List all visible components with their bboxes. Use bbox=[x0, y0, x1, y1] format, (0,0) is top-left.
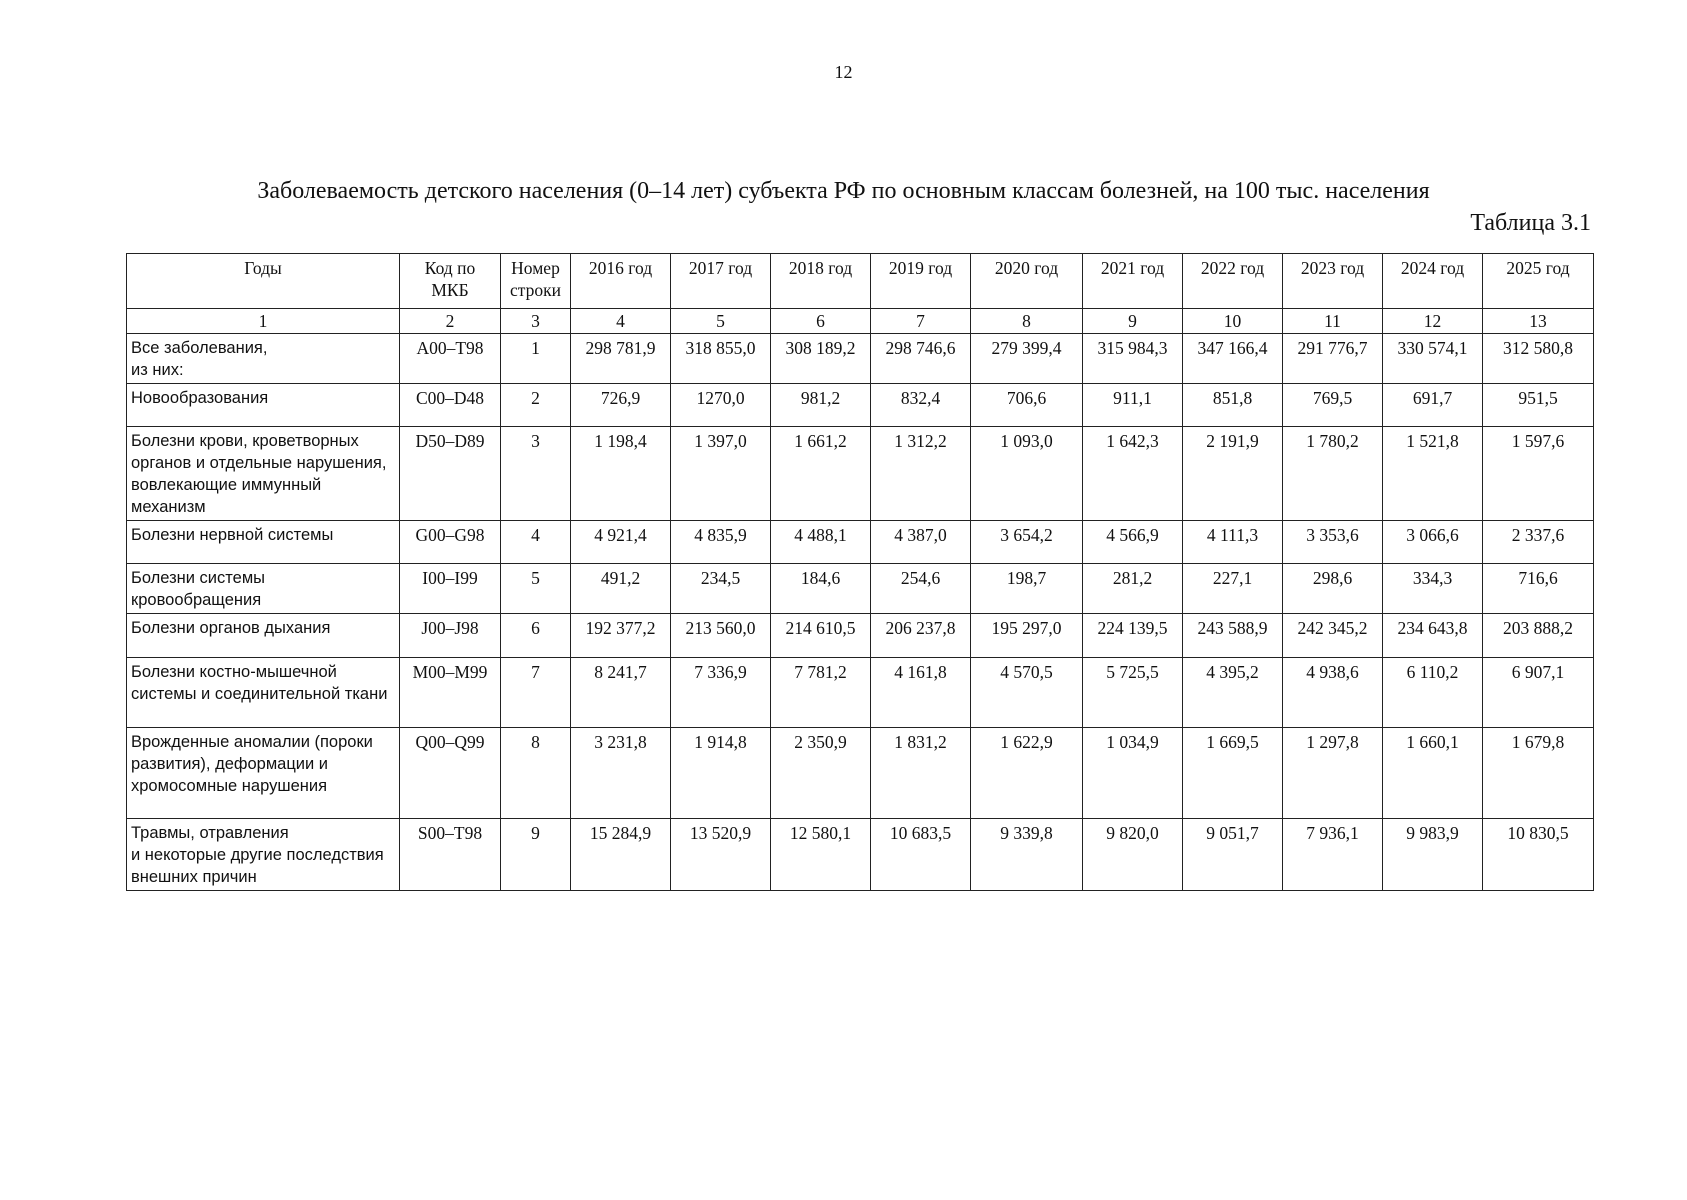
column-header: 2021 год bbox=[1083, 254, 1183, 309]
row-number: 7 bbox=[501, 658, 571, 728]
table-row bbox=[127, 521, 1594, 564]
rate-value: 279 399,4 bbox=[971, 334, 1083, 384]
rate-value: 706,6 bbox=[971, 384, 1083, 427]
column-header: 2017 год bbox=[671, 254, 771, 309]
rate-value: 7 936,1 bbox=[1283, 819, 1383, 891]
rate-value: 195 297,0 bbox=[971, 614, 1083, 658]
rate-value: 1 780,2 bbox=[1283, 427, 1383, 521]
column-number: 6 bbox=[771, 309, 871, 334]
rate-value: 911,1 bbox=[1083, 384, 1183, 427]
rate-value: 334,3 bbox=[1383, 564, 1483, 614]
column-header: 2018 год bbox=[771, 254, 871, 309]
column-number: 5 bbox=[671, 309, 771, 334]
row-number: 4 bbox=[501, 521, 571, 564]
rate-value: 1 622,9 bbox=[971, 728, 1083, 819]
row-number: 9 bbox=[501, 819, 571, 891]
rate-value: 15 284,9 bbox=[571, 819, 671, 891]
table-row bbox=[127, 819, 1594, 891]
column-header: 2016 год bbox=[571, 254, 671, 309]
disease-class-name: Болезни системы кровообращения bbox=[127, 564, 400, 614]
rate-value: 769,5 bbox=[1283, 384, 1383, 427]
rate-value: 4 921,4 bbox=[571, 521, 671, 564]
disease-class-name: Болезни органов дыхания bbox=[127, 614, 400, 658]
rate-value: 214 610,5 bbox=[771, 614, 871, 658]
rate-value: 4 488,1 bbox=[771, 521, 871, 564]
rate-value: 5 725,5 bbox=[1083, 658, 1183, 728]
table-body bbox=[127, 334, 1594, 891]
rate-value: 1 660,1 bbox=[1383, 728, 1483, 819]
column-header: 2020 год bbox=[971, 254, 1083, 309]
icd-code: G00–G98 bbox=[400, 521, 501, 564]
rate-value: 2 350,9 bbox=[771, 728, 871, 819]
rate-value: 213 560,0 bbox=[671, 614, 771, 658]
icd-code: A00–T98 bbox=[400, 334, 501, 384]
column-header: 2019 год bbox=[871, 254, 971, 309]
rate-value: 716,6 bbox=[1483, 564, 1594, 614]
rate-value: 4 835,9 bbox=[671, 521, 771, 564]
column-header: 2024 год bbox=[1383, 254, 1483, 309]
rate-value: 243 588,9 bbox=[1183, 614, 1283, 658]
rate-value: 184,6 bbox=[771, 564, 871, 614]
disease-class-name: Все заболевания, из них: bbox=[127, 334, 400, 384]
rate-value: 2 191,9 bbox=[1183, 427, 1283, 521]
rate-value: 1270,0 bbox=[671, 384, 771, 427]
icd-code: S00–T98 bbox=[400, 819, 501, 891]
rate-value: 3 066,6 bbox=[1383, 521, 1483, 564]
disease-class-name: Болезни нервной системы bbox=[127, 521, 400, 564]
rate-value: 234,5 bbox=[671, 564, 771, 614]
rate-value: 491,2 bbox=[571, 564, 671, 614]
rate-value: 1 831,2 bbox=[871, 728, 971, 819]
rate-value: 1 312,2 bbox=[871, 427, 971, 521]
table-label: Таблица 3.1 bbox=[1470, 210, 1591, 236]
rate-value: 298 781,9 bbox=[571, 334, 671, 384]
rate-value: 308 189,2 bbox=[771, 334, 871, 384]
rate-value: 1 034,9 bbox=[1083, 728, 1183, 819]
column-number: 3 bbox=[501, 309, 571, 334]
row-number: 6 bbox=[501, 614, 571, 658]
rate-value: 4 570,5 bbox=[971, 658, 1083, 728]
rate-value: 1 661,2 bbox=[771, 427, 871, 521]
rate-value: 951,5 bbox=[1483, 384, 1594, 427]
rate-value: 281,2 bbox=[1083, 564, 1183, 614]
row-number: 8 bbox=[501, 728, 571, 819]
rate-value: 726,9 bbox=[571, 384, 671, 427]
icd-code: C00–D48 bbox=[400, 384, 501, 427]
column-header: Код по МКБ bbox=[400, 254, 501, 309]
table-row bbox=[127, 728, 1594, 819]
row-number: 1 bbox=[501, 334, 571, 384]
rate-value: 9 051,7 bbox=[1183, 819, 1283, 891]
table-title: Заболеваемость детского населения (0–14 лет) субъекта РФ по основным классам болезней, на 100 тыс. населения bbox=[257, 178, 1430, 204]
column-number: 2 bbox=[400, 309, 501, 334]
rate-value: 7 781,2 bbox=[771, 658, 871, 728]
table-row bbox=[127, 334, 1594, 384]
column-number: 7 bbox=[871, 309, 971, 334]
icd-code: D50–D89 bbox=[400, 427, 501, 521]
rate-value: 12 580,1 bbox=[771, 819, 871, 891]
rate-value: 4 387,0 bbox=[871, 521, 971, 564]
morbidity-table bbox=[126, 253, 1594, 891]
rate-value: 1 597,6 bbox=[1483, 427, 1594, 521]
rate-value: 198,7 bbox=[971, 564, 1083, 614]
column-number: 8 bbox=[971, 309, 1083, 334]
rate-value: 4 395,2 bbox=[1183, 658, 1283, 728]
rate-value: 1 297,8 bbox=[1283, 728, 1383, 819]
rate-value: 4 161,8 bbox=[871, 658, 971, 728]
rate-value: 1 093,0 bbox=[971, 427, 1083, 521]
column-number: 1 bbox=[127, 309, 400, 334]
header-row bbox=[127, 254, 1594, 309]
column-number: 12 bbox=[1383, 309, 1483, 334]
icd-code: Q00–Q99 bbox=[400, 728, 501, 819]
column-number: 10 bbox=[1183, 309, 1283, 334]
rate-value: 1 914,8 bbox=[671, 728, 771, 819]
table-row bbox=[127, 384, 1594, 427]
icd-code: J00–J98 bbox=[400, 614, 501, 658]
rate-value: 192 377,2 bbox=[571, 614, 671, 658]
column-header: Годы bbox=[127, 254, 400, 309]
column-number: 13 bbox=[1483, 309, 1594, 334]
table-row bbox=[127, 564, 1594, 614]
disease-class-name: Новообразования bbox=[127, 384, 400, 427]
disease-class-name: Травмы, отравления и некоторые другие последствия внешних причин bbox=[127, 819, 400, 891]
icd-code: I00–I99 bbox=[400, 564, 501, 614]
rate-value: 3 231,8 bbox=[571, 728, 671, 819]
rate-value: 1 397,0 bbox=[671, 427, 771, 521]
column-number: 4 bbox=[571, 309, 671, 334]
table-row bbox=[127, 614, 1594, 658]
rate-value: 318 855,0 bbox=[671, 334, 771, 384]
rate-value: 1 198,4 bbox=[571, 427, 671, 521]
column-header: 2023 год bbox=[1283, 254, 1383, 309]
column-header: Номер строки bbox=[501, 254, 571, 309]
rate-value: 1 679,8 bbox=[1483, 728, 1594, 819]
column-header: 2022 год bbox=[1183, 254, 1283, 309]
column-header: 2025 год bbox=[1483, 254, 1594, 309]
rate-value: 851,8 bbox=[1183, 384, 1283, 427]
row-number: 3 bbox=[501, 427, 571, 521]
rate-value: 4 111,3 bbox=[1183, 521, 1283, 564]
rate-value: 2 337,6 bbox=[1483, 521, 1594, 564]
rate-value: 832,4 bbox=[871, 384, 971, 427]
rate-value: 9 339,8 bbox=[971, 819, 1083, 891]
page-number: 12 bbox=[834, 62, 853, 82]
rate-value: 3 353,6 bbox=[1283, 521, 1383, 564]
column-number: 9 bbox=[1083, 309, 1183, 334]
row-number: 5 bbox=[501, 564, 571, 614]
rate-value: 10 683,5 bbox=[871, 819, 971, 891]
disease-class-name: Болезни крови, кроветворных органов и отдельные нарушения, вовлекающие иммунный механизм bbox=[127, 427, 400, 521]
rate-value: 312 580,8 bbox=[1483, 334, 1594, 384]
rate-value: 203 888,2 bbox=[1483, 614, 1594, 658]
table-row bbox=[127, 658, 1594, 728]
rate-value: 234 643,8 bbox=[1383, 614, 1483, 658]
rate-value: 691,7 bbox=[1383, 384, 1483, 427]
rate-value: 291 776,7 bbox=[1283, 334, 1383, 384]
icd-code: M00–M99 bbox=[400, 658, 501, 728]
rate-value: 7 336,9 bbox=[671, 658, 771, 728]
rate-value: 9 983,9 bbox=[1383, 819, 1483, 891]
rate-value: 1 669,5 bbox=[1183, 728, 1283, 819]
rate-value: 298 746,6 bbox=[871, 334, 971, 384]
rate-value: 6 907,1 bbox=[1483, 658, 1594, 728]
disease-class-name: Врожденные аномалии (пороки развития), деформации и хромосомные нарушения bbox=[127, 728, 400, 819]
rate-value: 3 654,2 bbox=[971, 521, 1083, 564]
rate-value: 224 139,5 bbox=[1083, 614, 1183, 658]
rate-value: 315 984,3 bbox=[1083, 334, 1183, 384]
rate-value: 8 241,7 bbox=[571, 658, 671, 728]
rate-value: 13 520,9 bbox=[671, 819, 771, 891]
rate-value: 10 830,5 bbox=[1483, 819, 1594, 891]
rate-value: 6 110,2 bbox=[1383, 658, 1483, 728]
disease-class-name: Болезни костно-мышечной системы и соединительной ткани bbox=[127, 658, 400, 728]
rate-value: 1 642,3 bbox=[1083, 427, 1183, 521]
table-row bbox=[127, 427, 1594, 521]
column-numbering-row bbox=[127, 309, 1594, 334]
rate-value: 254,6 bbox=[871, 564, 971, 614]
rate-value: 242 345,2 bbox=[1283, 614, 1383, 658]
rate-value: 1 521,8 bbox=[1383, 427, 1483, 521]
rate-value: 227,1 bbox=[1183, 564, 1283, 614]
row-number: 2 bbox=[501, 384, 571, 427]
rate-value: 981,2 bbox=[771, 384, 871, 427]
rate-value: 298,6 bbox=[1283, 564, 1383, 614]
rate-value: 330 574,1 bbox=[1383, 334, 1483, 384]
rate-value: 347 166,4 bbox=[1183, 334, 1283, 384]
rate-value: 206 237,8 bbox=[871, 614, 971, 658]
rate-value: 4 566,9 bbox=[1083, 521, 1183, 564]
column-number: 11 bbox=[1283, 309, 1383, 334]
rate-value: 9 820,0 bbox=[1083, 819, 1183, 891]
rate-value: 4 938,6 bbox=[1283, 658, 1383, 728]
